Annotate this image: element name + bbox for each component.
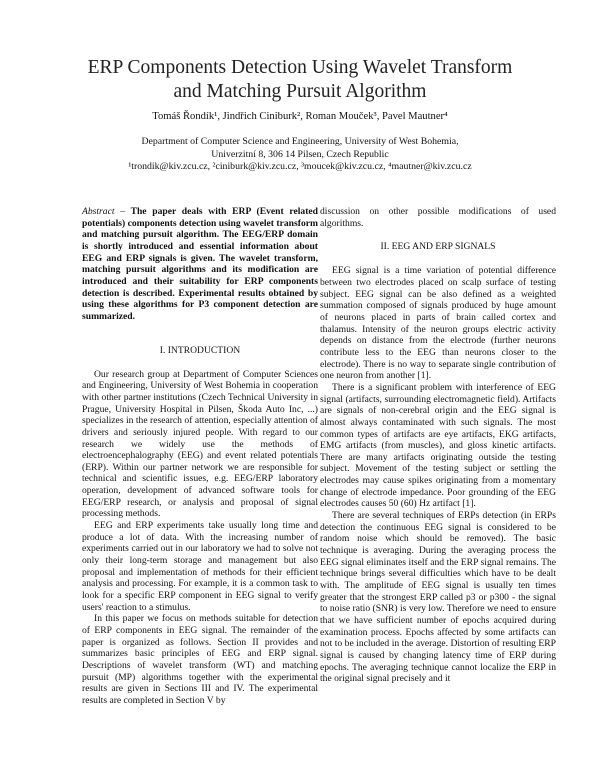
author-list: Tomáš Řondík¹, Jindřich Ciniburk², Roman Mouček³, Pavel Mautner⁴ <box>152 111 448 122</box>
abstract <box>82 206 318 323</box>
title-line: ERP Components Detection Using Wavelet Transform <box>87 57 513 78</box>
paper-title <box>60 56 540 104</box>
eeg-paragraph: EEG signal is a time variation of potential difference between two electrodes placed on scalp surface of testing subject. EEG signal can be also defined as a weighted summation composed of signals produced by huge amount of neurons placed in parts of brain called cortex and thalamus. Intensity of the neuron groups electric activity depends on distance from the electrode (further neurons contribute less to the EEG than neurons closer to the electrode). There is no way to separate single contribution of one neuron from another [1]. <box>320 265 556 382</box>
eeg-paragraph: There is a significant problem with interference of EEG signal (artifacts, surrounding electromagnetic field). Artifacts are signals of non-cerebral origin and the EEG signal is almost always contaminated with such signals. The most common types of artifacts are eye artifacts, EKG artifacts, EMG artifacts (from muscles), and gloss kinetic artifacts. There are many artifacts originating outside the testing subject. Movement of the testing subject or settling the electrodes may cause spikes originating from a momentary change of electrode impedance. Poor grounding of the EEG electrodes causes 50 (60) Hz artifact [1]. <box>320 381 556 510</box>
section-heading-introduction: I. INTRODUCTION <box>159 344 241 356</box>
abstract-label: Abstract – <box>82 206 126 217</box>
intro-paragraph: Our research group at Department of Computer Sciences and Engineering, University of West Bohemia in cooperation with other partner institutions (Czech Technical University in Prague, University Hospital in Pilsen, Škoda Auto Inc, ...) specializes in the research of attention, especially attention of drivers and seriously injured people. With regard to our research we widely use the methods of electroencephalography (EEG) and event related potentials (ERP). Within our partner network we are responsible for technical and scientific issues, e.g. EEG/ERP laboratory operation, development of advanced software tools for EEG/ERP research, or analysis and proposal of signal processing methods. <box>82 368 318 520</box>
intro-paragraph: EEG and ERP experiments take usually long time and produce a lot of data. With the increasing number of experiments carried out in our laboratory we had to solve not only their long-term storage and management but also proposal and implementation of methods for their efficient analysis and processing. For example, it is a common task to look for a specific ERP component in EEG signal to verify users' reaction to a stimulus. <box>82 520 318 613</box>
affiliation-line: Univerzitní 8, 306 14 Pilsen, Czech Republic <box>211 148 389 160</box>
section-heading-eeg-erp: II. EEG AND ERP SIGNALS <box>380 241 496 253</box>
intro-paragraph: In this paper we focus on methods suitable for detection of ERP components in EEG signal. The remainder of the paper is organized as follows. Section II provides and summarizes basic principles of EEG and ERP signal. Descriptions of wavelet transform (WT) and matching pursuit (MP) algorithms together with the experimental results are given in Sections III and IV. The experimental results are completed in Section V by <box>82 613 318 706</box>
title-line: and Matching Pursuit Algorithm <box>173 81 427 102</box>
left-column <box>82 206 318 707</box>
affiliation-block <box>60 136 540 174</box>
right-column <box>320 206 556 685</box>
eeg-paragraph: There are several techniques of ERPs detection (in ERPs detection the continuous EEG signal is considered to be random noise which should be removed). The basic technique is averaging. During the averaging process the EEG signal eliminates itself and the ERP signal remains. The technique brings several difficulties which have to be dealt with. The amplitude of EEG signal is usually ten times greater that the strongest ERP called p3 or p300 - the signal to noise ratio (SNR) is very low. Therefore we need to ensure that we have sufficient number of epochs acquired during examination process. Epochs affected by some artifacts can not to be included in the average. Distortion of resulting ERP signal is caused by changing latency time of ERP during epochs. The averaging technique cannot localize the ERP in the original signal precisely and it <box>320 510 556 685</box>
email-line: ¹trondik@kiv.zcu.cz, ²ciniburk@kiv.zcu.cz, ³moucek@kiv.zcu.cz, ⁴mautner@kiv.zcu.cz <box>128 161 472 172</box>
continued-paragraph: discussion on other possible modifications of used algorithms. <box>320 206 556 229</box>
abstract-text: The paper deals with ERP (Event related potentials) components detection using wavelet transform and matching pursuit algorithm. The EEG/ERP domain is shortly introduced and essential information about EEG and ERP signals is given. The wavelet transform, matching pursuit algorithms and its modification are introduced and their suitability for ERP components detection is described. Experimental results obtained by using these algorithms for P3 component detection are summarized. <box>82 206 318 322</box>
affiliation-line: Department of Computer Science and Engineering, University of West Bohemia, <box>141 136 459 147</box>
